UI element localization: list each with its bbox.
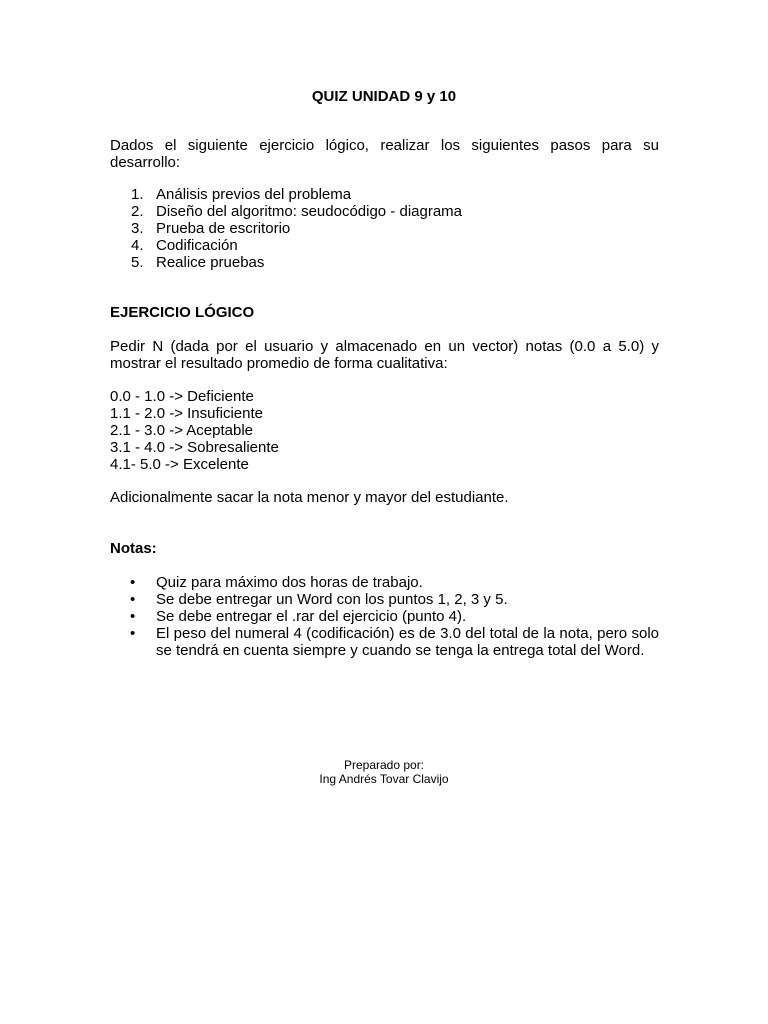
note-item: [110, 625, 659, 659]
step-text: Prueba de escritorio: [156, 220, 291, 237]
scale-item: 2.1 - 3.0 -> Aceptable: [110, 422, 254, 439]
step-text: Análisis previos del problema: [156, 186, 352, 203]
bullet-icon: •: [130, 591, 136, 608]
footer-author: Ing Andrés Tovar Clavijo: [319, 772, 449, 786]
bullet-icon: •: [130, 625, 136, 642]
step-item: [131, 186, 462, 203]
logic-heading: EJERCICIO LÓGICO: [110, 304, 255, 321]
step-item: [131, 220, 462, 237]
intro-paragraph: Dados el siguiente ejercicio lógico, realizar los siguientes pasos para su desarrollo:: [110, 137, 659, 171]
note-text: Quiz para máximo dos horas de trabajo.: [156, 574, 423, 591]
notes-heading: Notas:: [110, 540, 157, 557]
note-text: El peso del numeral 4 (codificación) es de 3.0 del total de la nota, pero solo se tendrá en cuenta siempre y cuando se tenga la entrega total del Word.: [156, 625, 659, 659]
scale-item: 3.1 - 4.0 -> Sobresaliente: [110, 439, 279, 456]
step-text: Diseño del algoritmo: seudocódigo - diagrama: [156, 203, 463, 220]
step-number: 1.: [131, 186, 144, 203]
scale-item: 0.0 - 1.0 -> Deficiente: [110, 388, 254, 405]
step-number: 4.: [131, 237, 144, 254]
footer-prepared-by: Preparado por:: [343, 758, 425, 772]
step-item: [131, 203, 462, 220]
step-text: Realice pruebas: [156, 254, 265, 271]
step-item: [131, 254, 462, 271]
grade-scale: [110, 388, 279, 473]
note-item: [110, 591, 659, 608]
bullet-icon: •: [130, 608, 136, 625]
step-number: 2.: [131, 203, 144, 220]
step-number: 5.: [131, 254, 144, 271]
scale-item: 1.1 - 2.0 -> Insuficiente: [110, 405, 264, 422]
step-text: Codificación: [156, 237, 238, 254]
additional-paragraph: Adicionalmente sacar la nota menor y mayor del estudiante.: [110, 489, 509, 506]
note-item: [110, 608, 659, 625]
notes-list: [110, 574, 659, 659]
steps-list: [131, 186, 462, 271]
scale-item: 4.1- 5.0 -> Excelente: [110, 456, 249, 473]
document-title: QUIZ UNIDAD 9 y 10: [311, 88, 457, 105]
footer: [0, 758, 768, 786]
step-number: 3.: [131, 220, 144, 237]
logic-description: Pedir N (dada por el usuario y almacenado en un vector) notas (0.0 a 5.0) y mostrar el resultado promedio de forma cualitativa:: [110, 338, 659, 372]
step-item: [131, 237, 462, 254]
note-item: [110, 574, 659, 591]
bullet-icon: •: [130, 574, 136, 591]
note-text: Se debe entregar un Word con los puntos 1, 2, 3 y 5.: [156, 591, 508, 608]
note-text: Se debe entregar el .rar del ejercicio (punto 4).: [156, 608, 467, 625]
